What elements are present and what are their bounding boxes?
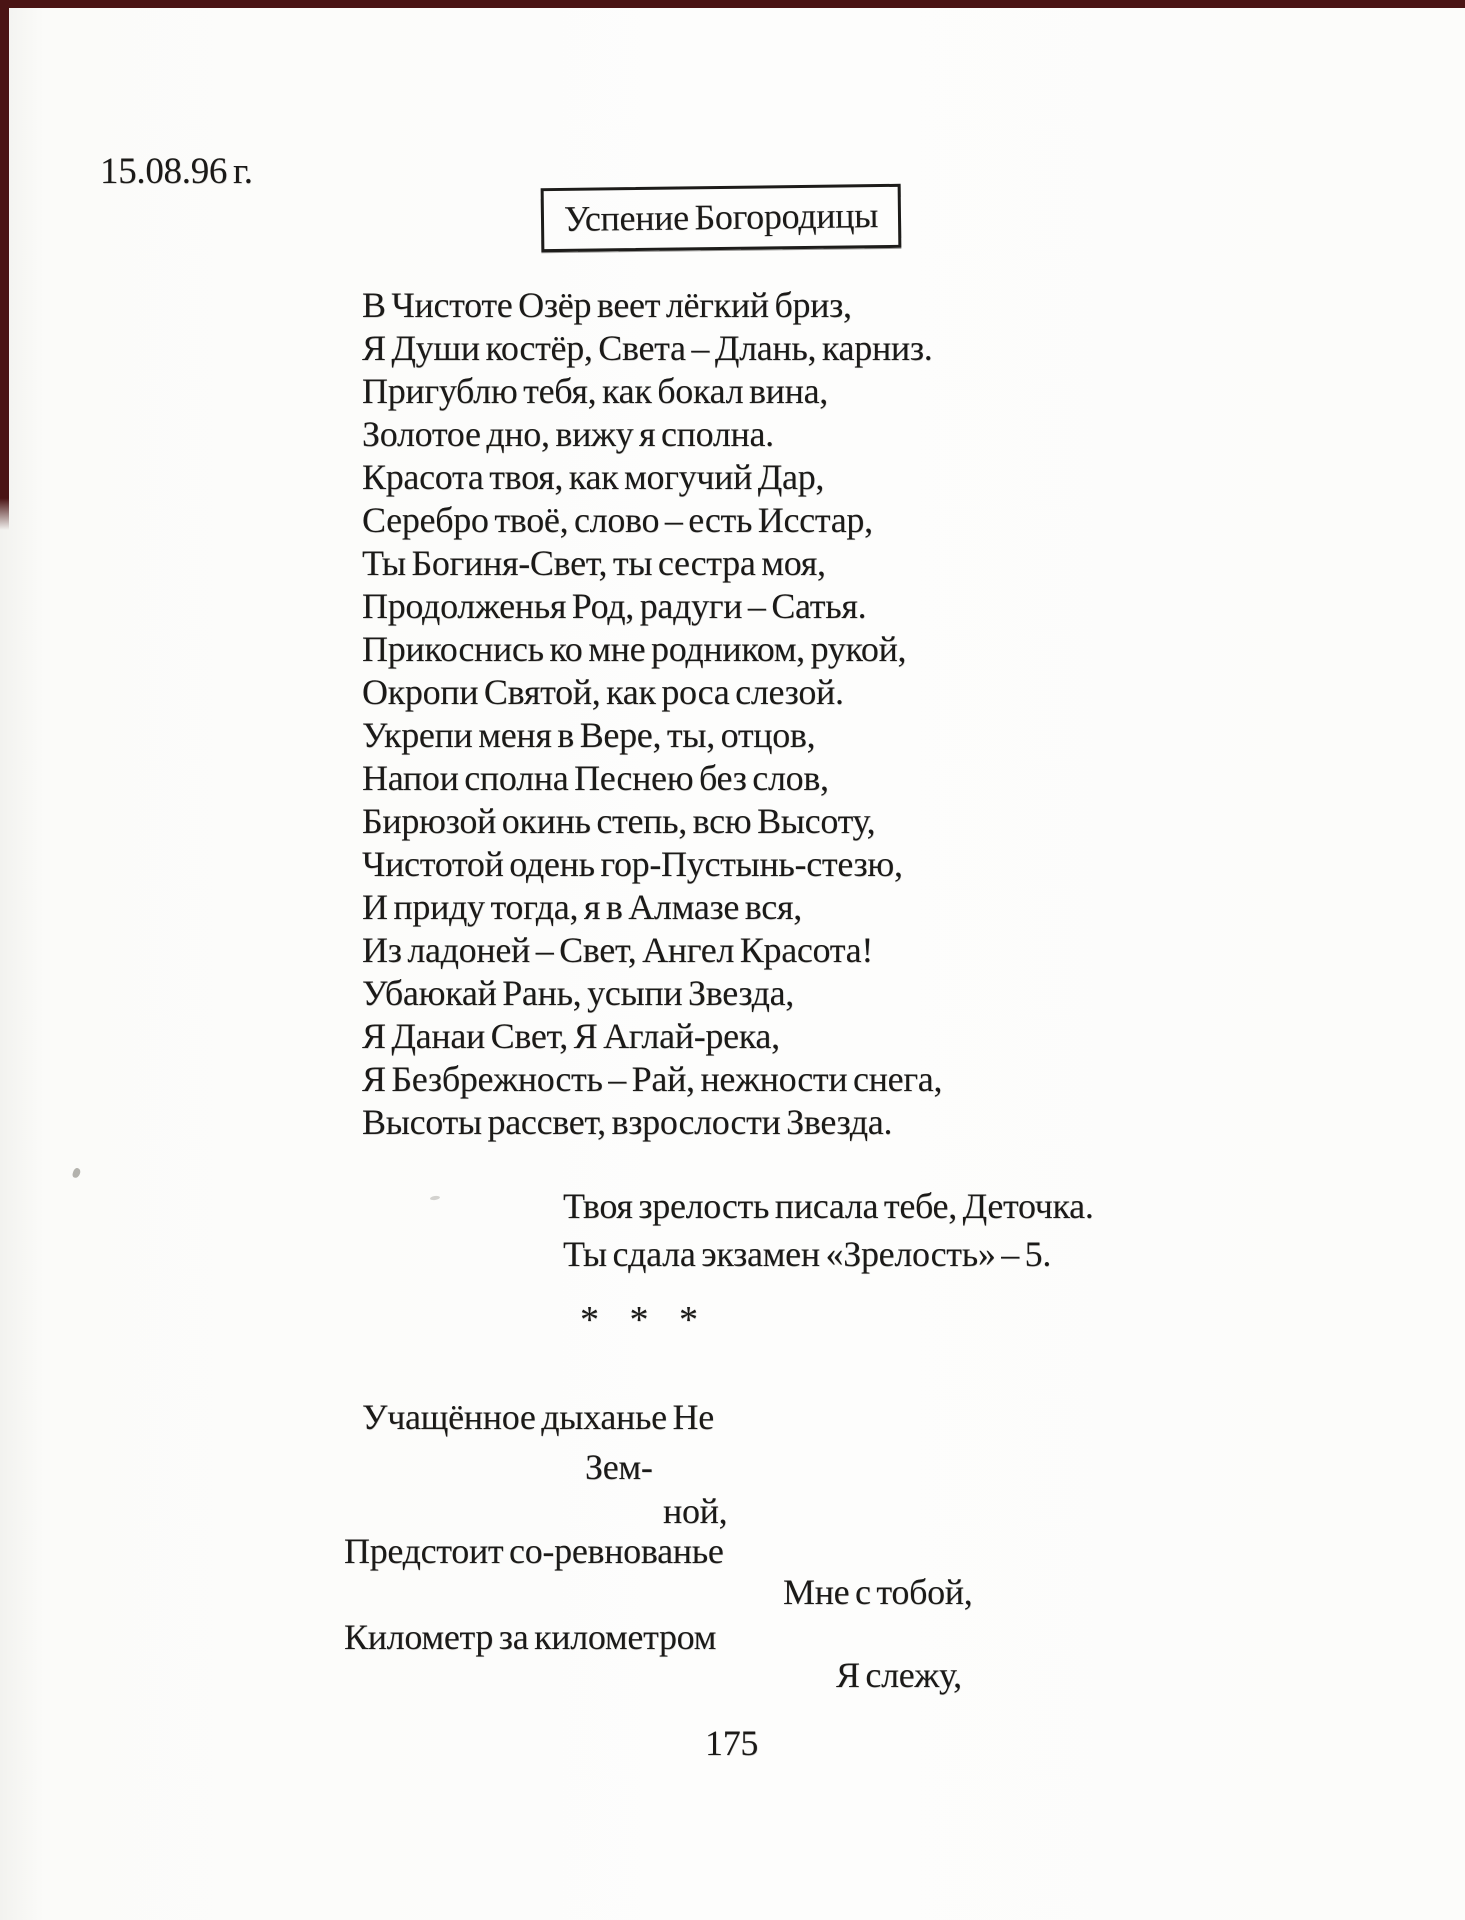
poem-title-box: [541, 184, 902, 252]
dedication-line: Твоя зрелость писала тебе, Деточка.: [563, 1186, 1094, 1226]
poem-line: И приду тогда, я в Алмазе вся,: [362, 887, 802, 927]
poem-line: Зем-: [585, 1447, 653, 1487]
poem-line: Я Данаи Свет, Я Аглай-река,: [362, 1016, 780, 1056]
scan-edge-top: [0, 0, 1465, 8]
poem-line: Продолженья Род, радуги – Сатья.: [362, 586, 867, 626]
poem-line: Золотое дно, вижу я сполна.: [362, 414, 774, 454]
dedication: [563, 1182, 1094, 1278]
poem-line: В Чистоте Озёр веет лёгкий бриз,: [362, 285, 852, 325]
poem-line: Километр за километром: [344, 1617, 717, 1657]
scan-artifact: [430, 1195, 440, 1200]
poem-line: Из ладоней – Свет, Ангел Красота!: [362, 930, 874, 970]
poem-line: Убаюкай Рань, усыпи Звезда,: [362, 973, 794, 1013]
poem-line: Ты Богиня-Свет, ты сестра моя,: [362, 543, 826, 583]
poem-line: Предстоит со-ревнованье: [344, 1531, 724, 1571]
stanza-separator: * * *: [580, 1299, 710, 1341]
poem-line: Серебро твоё, слово – есть Исстар,: [362, 500, 873, 540]
poem-line: Прикоснись ко мне родником, рукой,: [362, 629, 907, 669]
poem-title: Успение Богородицы: [563, 195, 879, 239]
scan-edge-left: [0, 0, 9, 530]
poem-line: Учащённое дыханье Не: [362, 1397, 714, 1437]
poem-line: Пригублю тебя, как бокал вина,: [362, 371, 828, 411]
poem-line: Я Безбрежность – Рай, нежности снега,: [362, 1059, 943, 1099]
dedication-line: Ты сдала экзамен «Зрелость» – 5.: [563, 1234, 1052, 1274]
page-number: 175: [705, 1723, 759, 1763]
poem-date: 15.08.96 г.: [100, 151, 253, 192]
poem-line: Бирюзой окинь степь, всю Высоту,: [362, 801, 876, 841]
poem-line: Высоты рассвет, взрослости Звезда.: [362, 1102, 893, 1142]
poem-line: Чистотой одень гор-Пустынь-стезю,: [362, 844, 903, 884]
poem-line: Напои сполна Песнею без слов,: [362, 758, 829, 798]
poem-line: Окропи Святой, как роса слезой.: [362, 672, 844, 712]
poem-first: [362, 284, 942, 1144]
poem-line: Я слежу,: [836, 1655, 962, 1695]
poem-line: Красота твоя, как могучий Дар,: [362, 457, 825, 497]
poem-line: Мне с тобой,: [783, 1572, 973, 1612]
poem-line: Я Души костёр, Света – Длань, карниз.: [362, 328, 933, 368]
poem-line: ной,: [663, 1491, 728, 1531]
scan-artifact: [72, 1167, 82, 1179]
poem-line: Укрепи меня в Вере, ты, отцов,: [362, 715, 816, 755]
